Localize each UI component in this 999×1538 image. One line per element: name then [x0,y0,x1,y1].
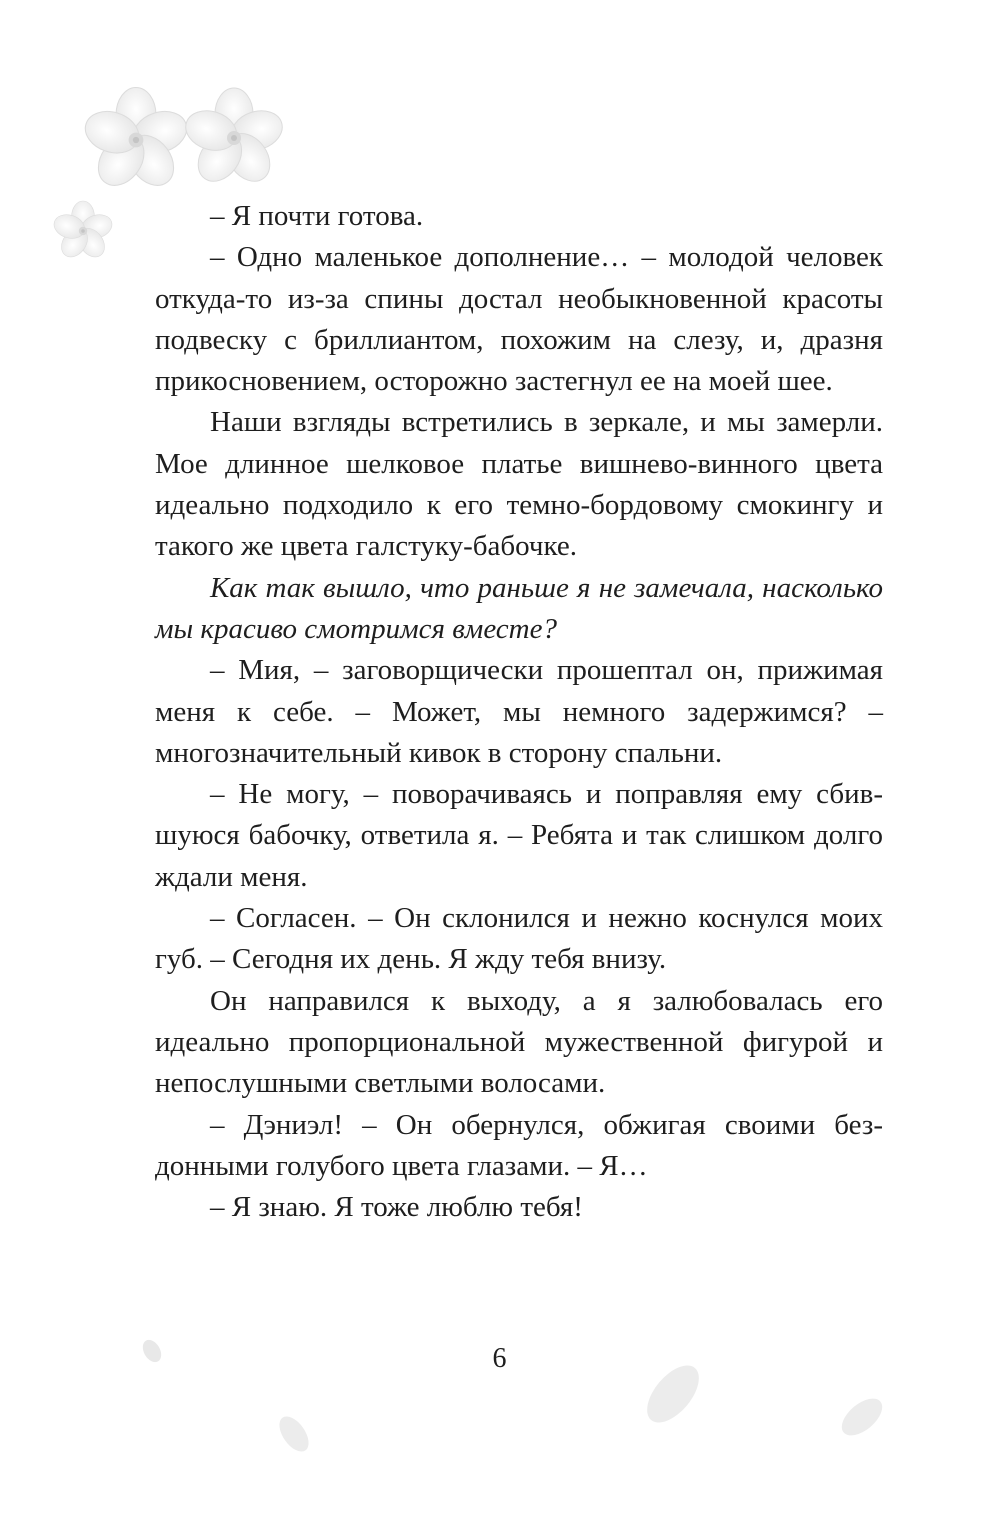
petal-icon [835,1392,888,1443]
paragraph: – Одно маленькое дополнение… – молодой человек откуда-то из-за спины достал необыкновенной красоты подвеску с бриллиантом, похожим на слезу, и, дразня прикосновением, осторожно застегнул ее на моей шее. [155,241,883,398]
flower-icon [80,88,192,195]
paragraph: – Не могу, – поворачиваясь и поправляя ему сбившуюся бабочку, ответила я. – Ребята и так слишком долго ждали меня. [155,778,883,893]
page-number: 6 [492,1343,507,1374]
paragraph: Он направился к выходу, а я залюбовалась его идеально пропорциональной мужественной фигурой и непослушными светлыми волосами. [155,984,883,1100]
flower-icon [51,201,115,262]
paragraph: – Я почти готова. [210,200,424,232]
paragraph: – Я знаю. Я тоже люблю тебя! [210,1191,583,1224]
paragraph: Наши взгляды встретились в зеркале, и мы замерли. Мое длинное шелковое платье вишнево-винного цвета идеально подходило к его темно-бордовому смокингу и такого же цвета галстуку-бабочке. [155,406,883,563]
text-body [155,196,883,1228]
paragraph: – Дэниэл! – Он обернулся, обжигая своими бездонными голубого цвета глазами. – Я… [155,1108,883,1182]
italic-paragraph: Как так вышло, что раньше я не замечала, насколько мы красиво смотримся вместе? [155,571,883,645]
paragraph: – Согласен. – Он склонился и нежно коснулся моих губ. – Сегодня их день. Я жду тебя внизу. [155,902,883,976]
paragraph: – Мия, – заговорщически прошептал он, прижимая меня к себе. – Может, мы немного задержимся? – многозначительный кивок в сторону спальни. [155,654,883,769]
flower-icon [181,88,288,190]
petal-icon [274,1411,315,1456]
